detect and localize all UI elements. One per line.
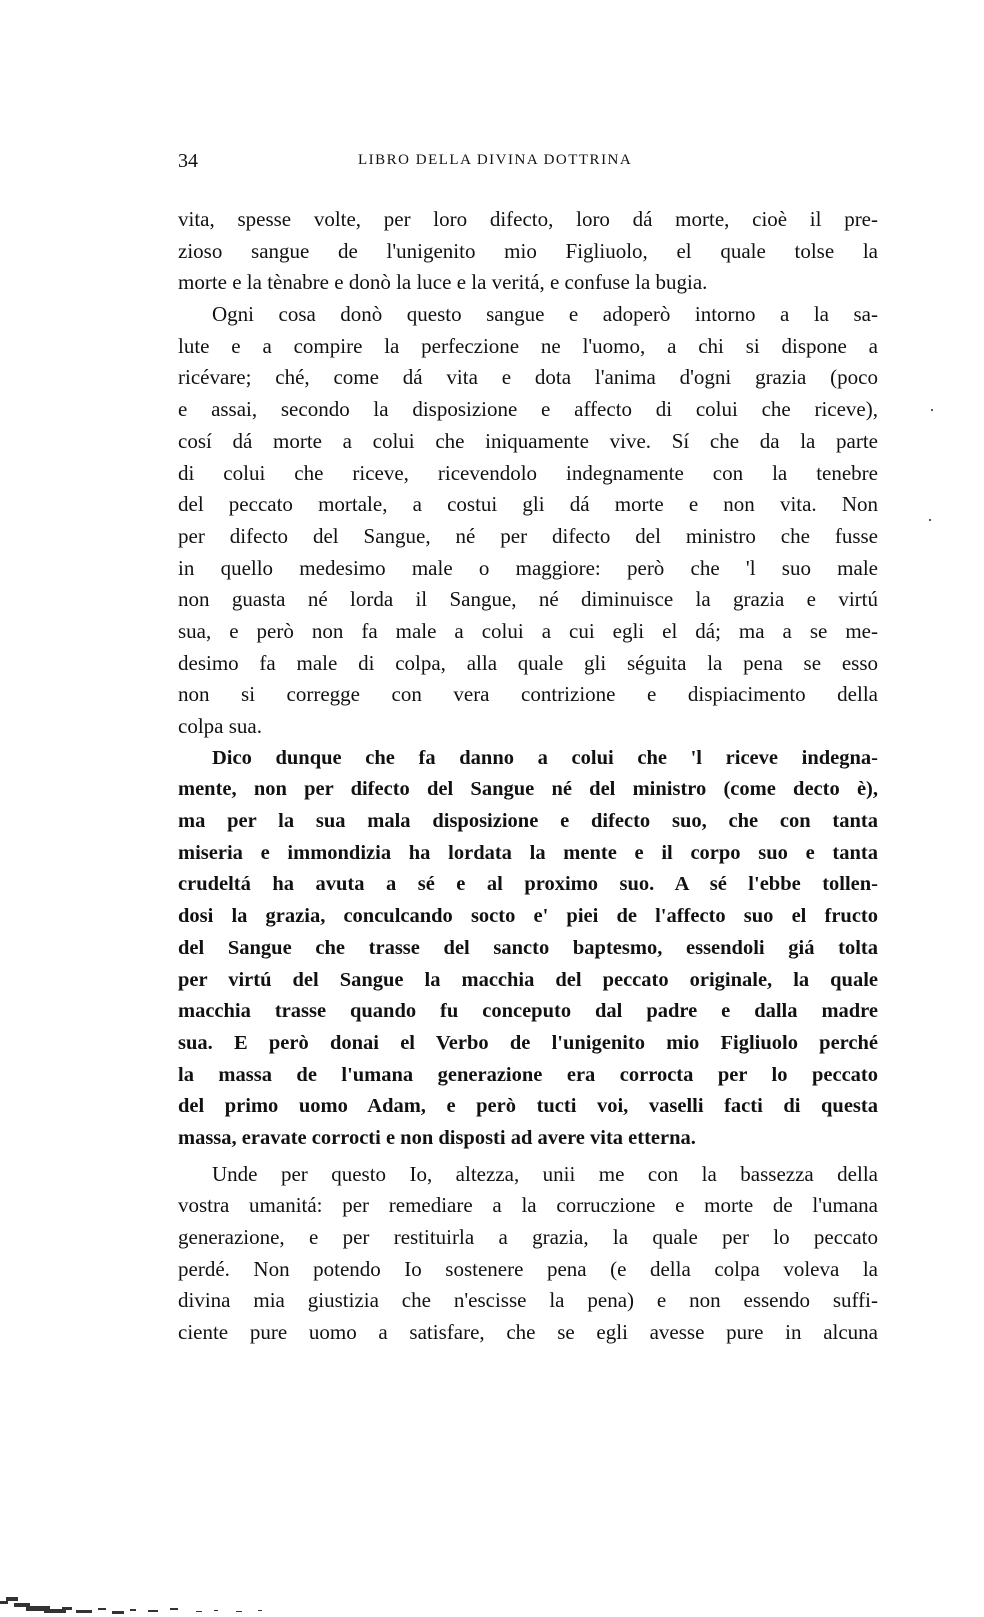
text-line: non guasta né lorda il Sangue, né diminuisce la grazia e virtú xyxy=(178,587,878,612)
scan-noise xyxy=(0,1577,280,1617)
text-line: ciente pure uomo a satisfare, che se egli avesse pure in alcuna xyxy=(178,1320,878,1345)
text-line: e assai, secondo la disposizione e affecto di colui che riceve), xyxy=(178,397,878,422)
text-line: non si corregge con vera contrizione e dispiacimento della xyxy=(178,682,878,707)
text-line: zioso sangue de l'unigenito mio Figliuolo, el quale tolse la xyxy=(178,238,878,263)
scan-speck xyxy=(931,409,933,411)
scan-noise-mark xyxy=(6,1597,18,1601)
text-line: di colui che riceve, ricevendolo indegnamente con la tenebre xyxy=(178,460,878,485)
scan-noise-mark xyxy=(76,1610,92,1613)
text-line: vostra umanitá: per remediare a la corruczione e morte de l'umana xyxy=(178,1193,878,1218)
text-line: macchia trasse quando fu conceputo dal padre e dalla madre xyxy=(178,1000,878,1023)
scan-noise-mark xyxy=(98,1608,106,1610)
text-line: lute e a compire la perfeczione ne l'uomo, a chi si dispone a xyxy=(178,333,878,358)
scan-noise-mark xyxy=(196,1611,202,1612)
text-line: vita, spesse volte, per loro difecto, loro dá morte, cioè il pre- xyxy=(178,207,878,231)
running-head xyxy=(178,150,878,180)
scan-speck xyxy=(929,519,931,521)
text-line: del Sangue che trasse del sancto baptesmo, essendoli giá tolta xyxy=(178,936,878,959)
scan-noise-mark xyxy=(112,1611,124,1614)
page-number: 34 xyxy=(178,150,198,172)
text-line: del primo uomo Adam, e però tucti voi, vaselli facti di questa xyxy=(178,1095,878,1118)
text-line: per difecto del Sangue, né per difecto del ministro che fusse xyxy=(178,523,878,548)
scan-noise-mark xyxy=(0,1601,8,1604)
text-line: Ogni cosa donò questo sangue e adoperò intorno a la sa- xyxy=(212,302,878,327)
text-line: Unde per questo Io, altezza, unii me con la bassezza della xyxy=(212,1161,878,1186)
scan-noise-mark xyxy=(148,1610,158,1612)
body-text xyxy=(178,204,878,1349)
text-line: colpa sua. xyxy=(178,714,262,738)
text-line: dosi la grazia, conculcando socto e' piei de l'affecto suo el fructo xyxy=(178,905,878,928)
text-line: per virtú del Sangue la macchia del peccato originale, la quale xyxy=(178,968,878,991)
running-title: LIBRO DELLA DIVINA DOTTRINA xyxy=(358,152,633,168)
text-line: in quello medesimo male o maggiore: però che 'l suo male xyxy=(178,555,878,580)
scan-noise-mark xyxy=(62,1607,72,1610)
text-line: sua, e però non fa male a colui a cui egli el dá; ma a se me- xyxy=(178,618,878,643)
scan-noise-mark xyxy=(170,1608,178,1610)
text-line: miseria e immondizia ha lordata la mente e il corpo suo e tanta xyxy=(178,841,878,864)
text-line: sua. E però donai el Verbo de l'unigenito mio Figliuolo perché xyxy=(178,1031,878,1054)
text-line: generazione, e per restituirla a grazia, la quale per lo peccato xyxy=(178,1225,878,1249)
text-line: Dico dunque che fa danno a colui che 'l riceve indegna- xyxy=(212,746,878,769)
scan-noise-mark xyxy=(214,1610,218,1611)
text-line: ma per la sua mala disposizione e difecto suo, che con tanta xyxy=(178,810,878,833)
text-line: crudeltá ha avuta a sé e al proximo suo. A sé l'ebbe tollen- xyxy=(178,873,878,896)
scan-noise-mark xyxy=(258,1610,262,1611)
text-line: perdé. Non potendo Io sostenere pena (e della colpa voleva la xyxy=(178,1256,878,1281)
text-line: ricévare; ché, come dá vita e dota l'anima d'ogni grazia (poco xyxy=(178,365,878,390)
text-line: massa, eravate corrocti e non disposti ad avere vita etterna. xyxy=(178,1126,696,1149)
text-line: morte e la tènabre e donò la luce e la veritá, e confuse la bugia. xyxy=(178,270,708,295)
text-line: desimo fa male di colpa, alla quale gli séguita la pena se esso xyxy=(178,650,878,675)
text-line: cosí dá morte a colui che iniquamente vive. Sí che da la parte xyxy=(178,428,878,453)
text-line: divina mia giustizia che n'escisse la pena) e non essendo suffi- xyxy=(178,1288,878,1313)
text-line: la massa de l'umana generazione era corrocta per lo peccato xyxy=(178,1063,878,1086)
scan-noise-mark xyxy=(130,1609,136,1611)
scan-noise-mark xyxy=(236,1611,242,1612)
text-line: del peccato mortale, a costui gli dá morte e non vita. Non xyxy=(178,492,878,517)
text-line: mente, non per difecto del Sangue né del ministro (come decto è), xyxy=(178,778,878,801)
